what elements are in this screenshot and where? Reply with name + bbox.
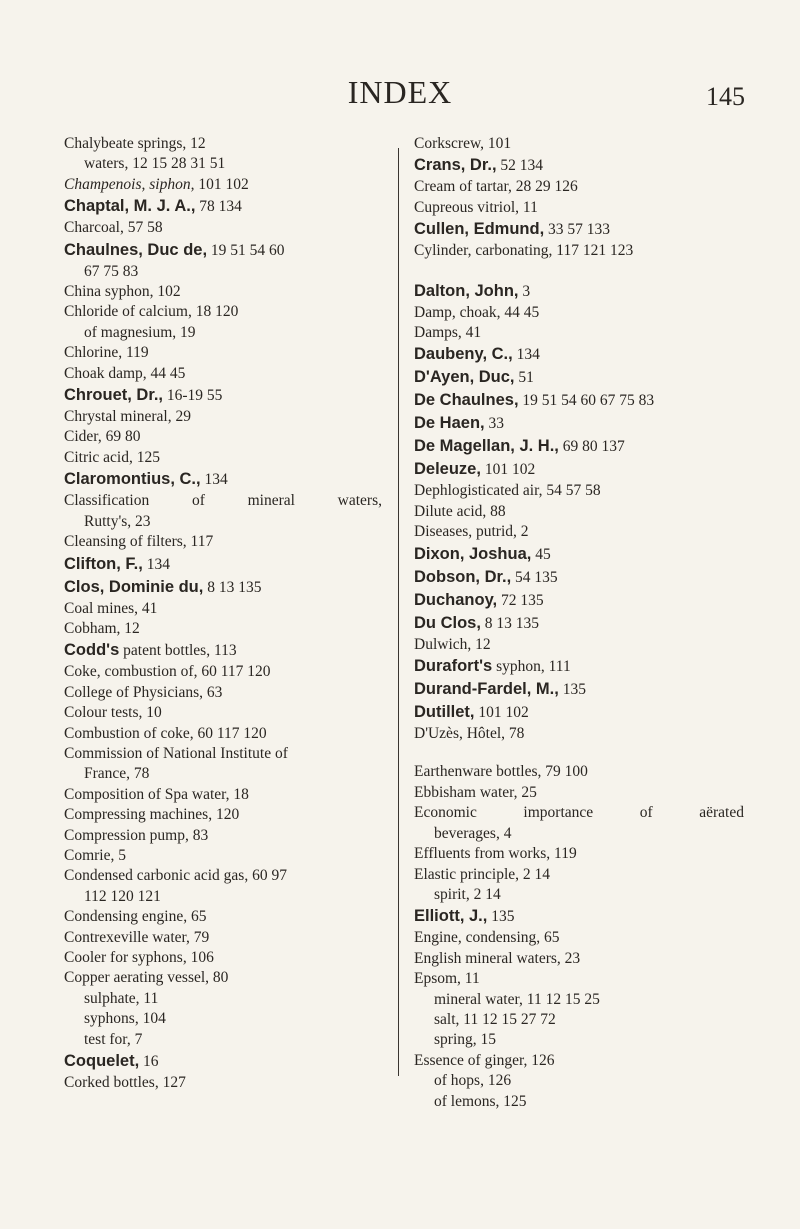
index-entry: Coke, combustion of, 60 117 120 — [64, 663, 271, 681]
index-entry — [414, 366, 744, 389]
index-entry — [414, 701, 744, 724]
index-entry — [414, 612, 744, 635]
entry-pages: 52 134 — [496, 157, 544, 175]
index-entry — [64, 195, 382, 218]
index-entry: Copper aerating vessel, 80 — [64, 969, 229, 987]
entry-heading: Clos, Dominie du, — [64, 577, 204, 596]
entry-heading: Chaulnes, Duc de, — [64, 240, 208, 259]
entry-heading: Dalton, John, — [414, 281, 519, 300]
entry-pages: patent bottles, 113 — [119, 642, 237, 660]
index-entry: 67 75 83 — [84, 262, 139, 280]
index-entry — [414, 389, 744, 412]
index-entry — [414, 343, 744, 366]
entry-pages: 134 — [142, 555, 170, 573]
entry-heading: Elliott, J., — [414, 907, 488, 926]
index-entry: College of Physicians, 63 — [64, 683, 223, 701]
entry-pages: 135 — [487, 908, 515, 926]
index-entry: Damp, choak, 44 45 — [414, 303, 540, 321]
index-entry — [64, 1050, 382, 1073]
entry-heading: Daubeny, C., — [414, 345, 513, 364]
index-entry: Cleansing of filters, 117 — [64, 533, 214, 551]
index-entry: of lemons, 125 — [434, 1092, 527, 1110]
index-entry: China syphon, 102 — [64, 283, 181, 301]
index-entry: Charcoal, 57 58 — [64, 219, 163, 237]
entry-heading: D'Ayen, Duc, — [414, 368, 515, 387]
index-entry: Chalybeate springs, 12 — [64, 135, 206, 152]
index-entry — [414, 218, 744, 241]
index-entry: Dilute acid, 88 — [414, 502, 506, 520]
entry-pages: syphon, 111 — [492, 658, 571, 676]
index-entry: sulphate, 11 — [84, 989, 159, 1007]
entry-pages: 101 102 — [474, 704, 529, 722]
index-entry — [414, 435, 744, 458]
entry-pages: 33 57 133 — [544, 221, 611, 239]
entry-heading: Clifton, F., — [64, 554, 143, 573]
entry-pages: 45 — [531, 545, 551, 563]
entry-heading: De Haen, — [414, 414, 485, 433]
index-entry: Dephlogisticated air, 54 57 58 — [414, 482, 601, 500]
index-entry: Corkscrew, 101 — [414, 135, 512, 152]
page-header — [0, 74, 800, 118]
entry-heading: Chrouet, Dr., — [64, 386, 164, 405]
index-entry: Economic importance of aërated — [414, 804, 744, 822]
index-entry: Condensed carbonic acid gas, 60 97 — [64, 867, 287, 885]
index-entry: test for, 7 — [84, 1030, 143, 1048]
index-entry — [64, 639, 382, 662]
index-entry — [414, 655, 744, 678]
index-entry: Citric acid, 125 — [64, 448, 160, 466]
entry-pages: 3 — [518, 282, 531, 300]
index-entry: Commission of National Institute of — [64, 744, 288, 762]
index-column-right — [414, 134, 744, 1112]
index-entry: Earthenware bottles, 79 100 — [414, 763, 588, 781]
index-entry: Chrystal mineral, 29 — [64, 408, 191, 426]
entry-heading: Deleuze, — [414, 460, 481, 479]
index-entry: Corked bottles, 127 — [64, 1074, 186, 1092]
index-entry: beverages, 4 — [434, 824, 512, 842]
index-entry — [414, 566, 744, 589]
index-entry: mineral water, 11 12 15 25 — [434, 990, 600, 1008]
index-entry — [414, 589, 744, 612]
index-entry: Choak damp, 44 45 — [64, 364, 186, 382]
page-number: 145 — [706, 82, 745, 111]
entry-heading: De Chaulnes, — [414, 391, 519, 410]
index-entry — [414, 905, 744, 928]
index-entry: Ebbisham water, 25 — [414, 783, 537, 801]
entry-pages: 101 102 — [480, 461, 536, 479]
index-column-left — [64, 134, 382, 1093]
index-entry — [64, 239, 382, 262]
index-entry: D'Uzès, Hôtel, 78 — [414, 725, 525, 743]
entry-pages: 54 135 — [511, 568, 558, 586]
entry-heading: Du Clos, — [414, 613, 481, 632]
index-entry: spring, 15 — [434, 1031, 496, 1049]
index-entry: Rutty's, 23 — [84, 512, 151, 530]
entry-heading: Durand-Fardel, M., — [414, 680, 559, 699]
entry-pages: 134 — [200, 471, 228, 489]
entry-pages: 19 51 54 60 — [207, 241, 285, 259]
index-entry: Elastic principle, 2 14 — [414, 865, 551, 883]
entry-pages: 8 13 135 — [480, 614, 540, 632]
index-entry: waters, 12 15 28 31 51 — [84, 155, 226, 173]
index-entry: Compressing machines, 120 — [64, 806, 240, 824]
entry-heading: Claromontius, C., — [64, 470, 201, 489]
index-entry — [64, 384, 382, 407]
index-entry: English mineral waters, 23 — [414, 949, 581, 967]
index-entry: Cylinder, carbonating, 117 121 123 — [414, 242, 634, 260]
index-entry: Cider, 69 80 — [64, 428, 141, 446]
entry-heading: Dobson, Dr., — [414, 567, 512, 586]
entry-heading: De Magellan, J. H., — [414, 437, 559, 456]
entry-heading: Crans, Dr., — [414, 156, 497, 175]
index-entry: Contrexeville water, 79 — [64, 928, 210, 946]
entry-heading: Cullen, Edmund, — [414, 220, 545, 239]
index-entry: Composition of Spa water, 18 — [64, 785, 249, 803]
column-divider — [398, 148, 399, 1076]
index-entry — [414, 458, 744, 481]
page-title: INDEX — [347, 74, 453, 110]
entry-heading: Coquelet, — [64, 1052, 140, 1071]
index-entry: syphons, 104 — [84, 1010, 166, 1028]
index-entry — [414, 678, 744, 701]
index-entry: 112 120 121 — [84, 887, 161, 905]
index-entry: Comrie, 5 — [64, 846, 126, 864]
index-entry — [64, 468, 382, 491]
index-entry: Classification of mineral waters, — [64, 492, 382, 510]
index-entry — [414, 543, 744, 566]
index-entry: spirit, 2 14 — [434, 885, 501, 903]
index-entry: Essence of ginger, 126 — [414, 1051, 555, 1069]
index-entry: Colour tests, 10 — [64, 704, 162, 722]
entry-pages: 33 — [484, 415, 504, 433]
index-entry: of hops, 126 — [434, 1072, 512, 1090]
entry-pages: 78 134 — [195, 198, 242, 216]
index-entry — [64, 576, 382, 599]
entry-pages: 16-19 55 — [163, 387, 223, 405]
entry-pages: 19 51 54 60 67 75 83 — [518, 392, 655, 410]
entry-pages: 134 — [512, 346, 540, 364]
index-entry: Cooler for syphons, 106 — [64, 949, 214, 966]
index-entry — [414, 280, 744, 303]
entry-heading: Dixon, Joshua, — [414, 544, 532, 563]
entry-heading: Dutillet, — [414, 703, 475, 722]
index-entry: Effluents from works, 119 — [414, 845, 577, 863]
index-entry: Compression pump, 83 — [64, 826, 209, 844]
index-entry — [64, 553, 382, 576]
entry-heading: Chaptal, M. J. A., — [64, 197, 196, 216]
index-entry: of magnesium, 19 — [84, 323, 196, 341]
index-entry: Chloride of calcium, 18 120 — [64, 303, 239, 321]
entry-pages: 135 — [558, 681, 586, 699]
entry-pages: 101 102 — [194, 175, 249, 193]
index-entry — [64, 175, 382, 195]
index-entry: Condensing engine, 65 — [64, 908, 207, 926]
index-entry: Diseases, putrid, 2 — [414, 523, 529, 541]
entry-pages: 16 — [139, 1053, 159, 1071]
index-entry: Epsom, 11 — [414, 970, 480, 988]
index-entry: Cupreous vitriol, 11 — [414, 198, 538, 216]
index-entry: salt, 11 12 15 27 72 — [434, 1010, 556, 1028]
index-entry: Combustion of coke, 60 117 120 — [64, 724, 267, 742]
index-entry: Chlorine, 119 — [64, 344, 149, 362]
entry-pages: 69 80 137 — [558, 438, 625, 456]
entry-pages: 51 — [514, 369, 534, 387]
index-entry: Dulwich, 12 — [414, 635, 491, 653]
index-entry: Cream of tartar, 28 29 126 — [414, 178, 578, 196]
entry-pages: 72 135 — [497, 591, 544, 609]
entry-pages: 8 13 135 — [203, 578, 262, 596]
entry-heading: Codd's — [64, 641, 120, 660]
index-entry: Coal mines, 41 — [64, 599, 158, 617]
entry-heading: Durafort's — [414, 657, 493, 676]
entry-heading: Duchanoy, — [414, 590, 498, 609]
index-entry: Damps, 41 — [414, 324, 482, 342]
index-entry — [414, 412, 744, 435]
index-entry: Engine, condensing, 65 — [414, 929, 560, 947]
index-entry — [414, 154, 744, 177]
entry-heading: Champenois, siphon, — [64, 175, 195, 193]
index-entry: France, 78 — [84, 765, 150, 783]
index-entry: Cobham, 12 — [64, 619, 140, 637]
